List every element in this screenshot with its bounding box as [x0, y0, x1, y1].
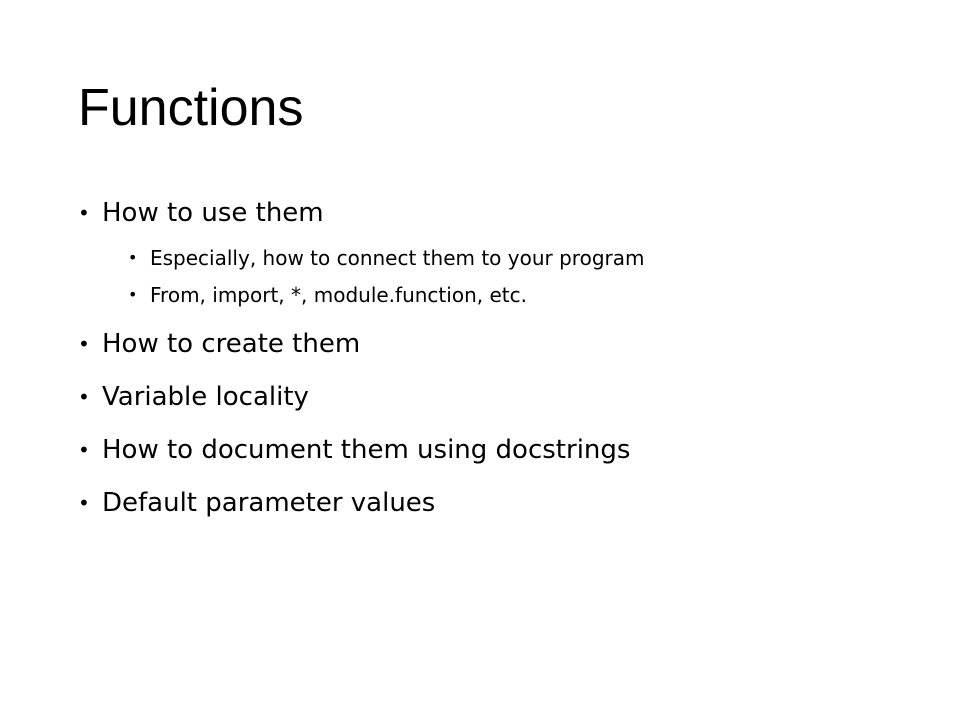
- bullet-text: How to document them using docstrings: [102, 435, 631, 465]
- bullet-item: [78, 194, 928, 310]
- bullet-list: [78, 194, 928, 537]
- sub-bullet-item: [128, 280, 928, 310]
- bullet-dot-icon: •: [78, 438, 90, 462]
- bullet-dot-icon: •: [78, 385, 90, 409]
- bullet-dot-icon: •: [78, 201, 90, 225]
- bullet-dot-icon: •: [78, 332, 90, 356]
- bullet-dot-icon: •: [78, 491, 90, 515]
- bullet-text: Variable locality: [102, 382, 309, 412]
- sub-bullet-item: [128, 243, 928, 273]
- sub-bullet-list: [102, 243, 928, 310]
- bullet-item: [78, 484, 928, 522]
- bullet-item: [78, 325, 928, 363]
- bullet-text: How to use them: [102, 198, 324, 228]
- slide-title: Functions: [78, 79, 304, 137]
- sub-bullet-text: Especially, how to connect them to your program: [150, 246, 645, 270]
- bullet-item: [78, 378, 928, 416]
- bullet-text: How to create them: [102, 329, 361, 359]
- sub-bullet-text: From, import, *, module.function, etc.: [150, 283, 527, 307]
- bullet-dot-icon: •: [128, 248, 138, 267]
- bullet-dot-icon: •: [128, 285, 138, 304]
- bullet-text: Default parameter values: [102, 488, 436, 518]
- bullet-item: [78, 431, 928, 469]
